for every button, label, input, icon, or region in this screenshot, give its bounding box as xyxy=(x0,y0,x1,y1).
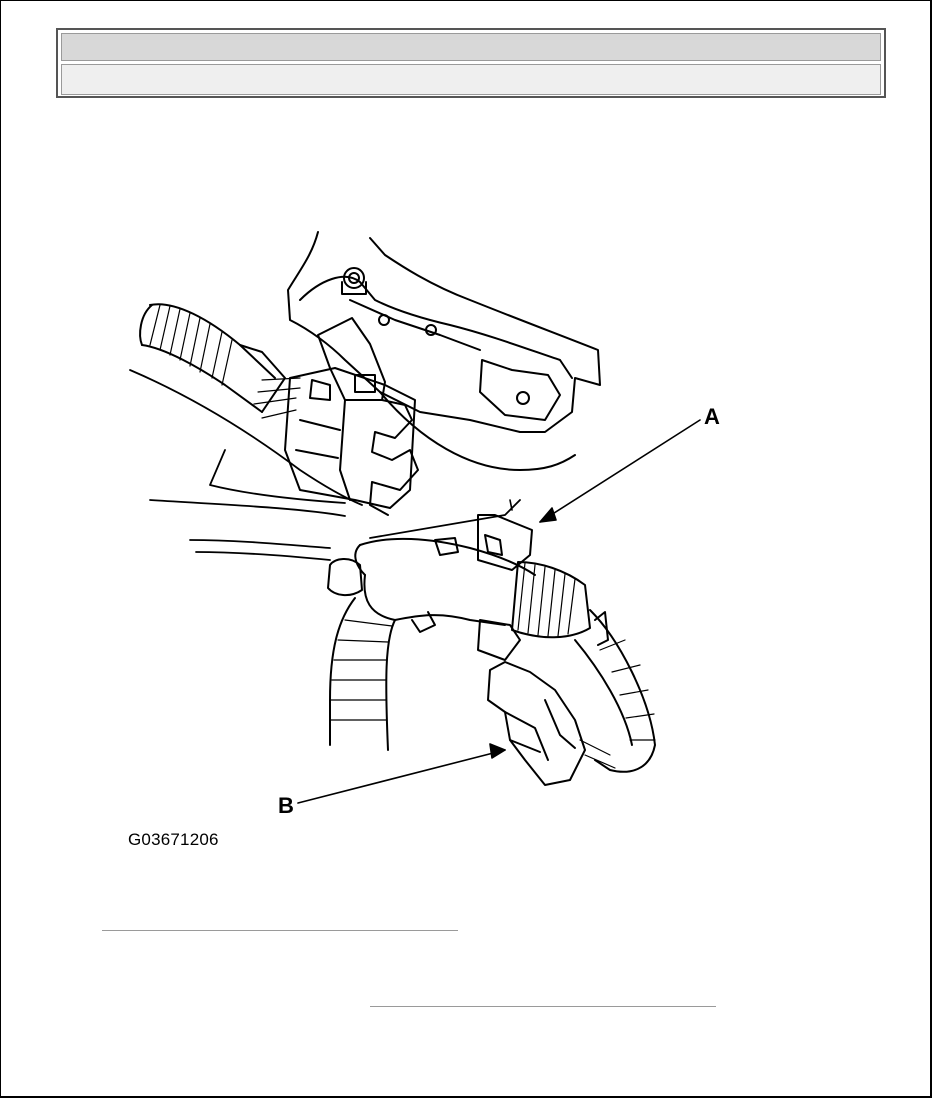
upper-connector xyxy=(285,318,418,515)
callout-label-b: B xyxy=(278,793,294,818)
figure-id: G03671206 xyxy=(128,830,219,849)
leader-lines xyxy=(298,420,700,803)
mounting-bracket xyxy=(288,232,600,470)
left-harness-tube xyxy=(140,304,300,418)
callout-label-a: A xyxy=(704,404,720,429)
divider-line xyxy=(102,930,458,931)
divider-line xyxy=(370,1006,716,1007)
main-harness-tube xyxy=(328,538,590,750)
